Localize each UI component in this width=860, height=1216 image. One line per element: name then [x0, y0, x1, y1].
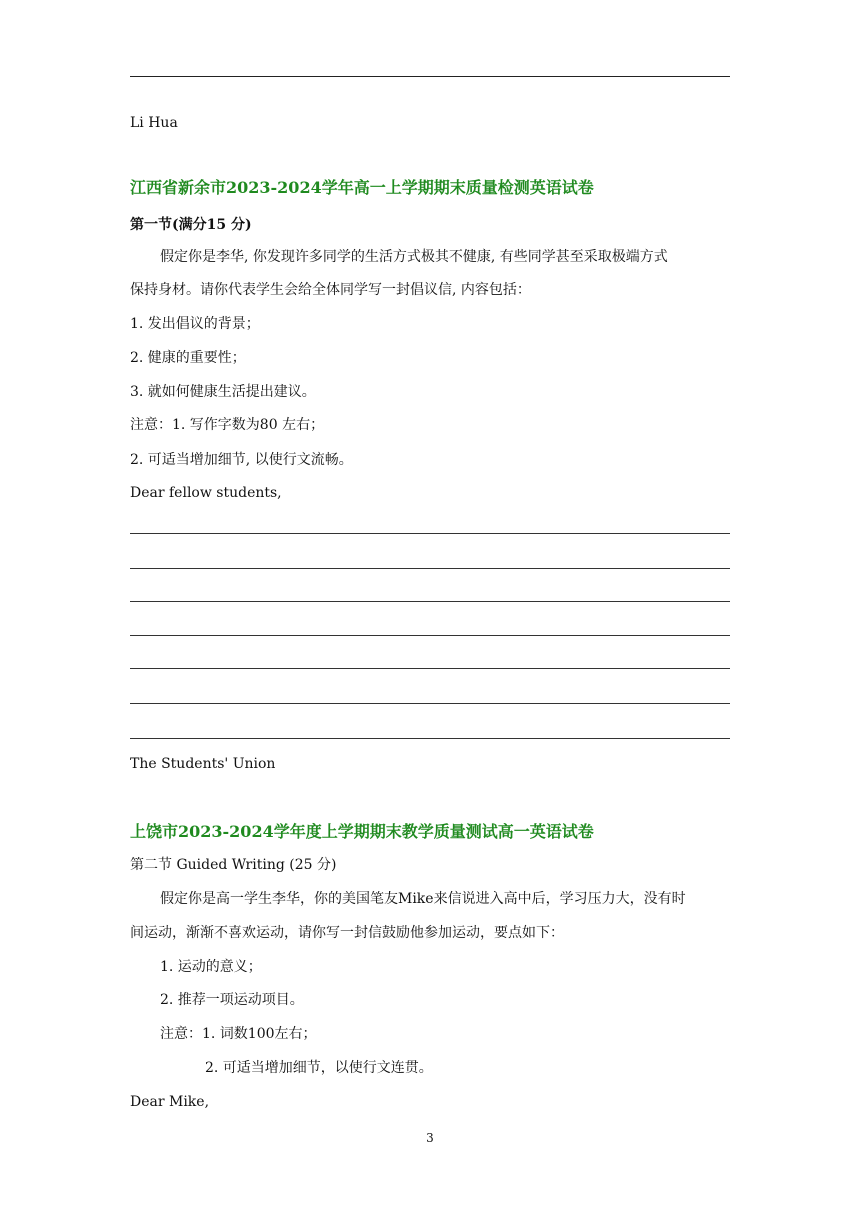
section1-title: 江西省新余市2023-2024学年高一上学期期末质量检测英语试卷 — [130, 178, 594, 197]
section2-part: 第二节 Guided Writing (25 分) — [130, 857, 337, 873]
writing-line — [130, 601, 730, 602]
signature-li-hua: Li Hua — [130, 115, 178, 131]
section2-para-line1: 假定你是高一学生李华，你的美国笔友Mike来信说进入高中后，学习压力大，没有时 — [160, 891, 686, 907]
section2-note-2: 2. 可适当增加细节，以使行文连贯。 — [205, 1060, 433, 1076]
section2-greeting: Dear Mike, — [130, 1094, 210, 1110]
section1-para-line1: 假定你是李华, 你发现许多同学的生活方式极其不健康, 有些同学甚至采取极端方式 — [160, 249, 668, 265]
section2-note-1: 注意：1. 词数100左右； — [160, 1026, 317, 1042]
section1-greeting: Dear fellow students, — [130, 485, 282, 501]
section1-point-1: 1. 发出倡议的背景； — [130, 316, 260, 332]
writing-line — [130, 635, 730, 636]
section2-title: 上饶市2023-2024学年度上学期期末教学质量测试高一英语试卷 — [130, 822, 594, 841]
section1-signature: The Students' Union — [130, 756, 276, 772]
section1-part: 第一节(满分15 分) — [130, 217, 252, 233]
section2-point-1: 1. 运动的意义； — [160, 959, 262, 975]
section1-point-2: 2. 健康的重要性； — [130, 350, 246, 366]
page-number: 3 — [426, 1131, 434, 1145]
section1-point-3: 3. 就如何健康生活提出建议。 — [130, 384, 316, 400]
section2-para-line2: 间运动，渐渐不喜欢运动，请你写一封信鼓励他参加运动，要点如下： — [130, 925, 564, 941]
writing-line — [130, 568, 730, 569]
section1-note-2: 2. 可适当增加细节, 以使行文流畅。 — [130, 452, 353, 468]
writing-line — [130, 703, 730, 704]
writing-line — [130, 668, 730, 669]
section1-note-1: 注意：1. 写作字数为80 左右； — [130, 417, 325, 433]
header-rule — [130, 76, 730, 77]
section1-para-line2: 保持身材。请你代表学生会给全体同学写一封倡议信, 内容包括： — [130, 282, 531, 298]
writing-line — [130, 533, 730, 534]
section2-point-2: 2. 推荐一项运动项目。 — [160, 992, 304, 1008]
writing-line — [130, 738, 730, 739]
